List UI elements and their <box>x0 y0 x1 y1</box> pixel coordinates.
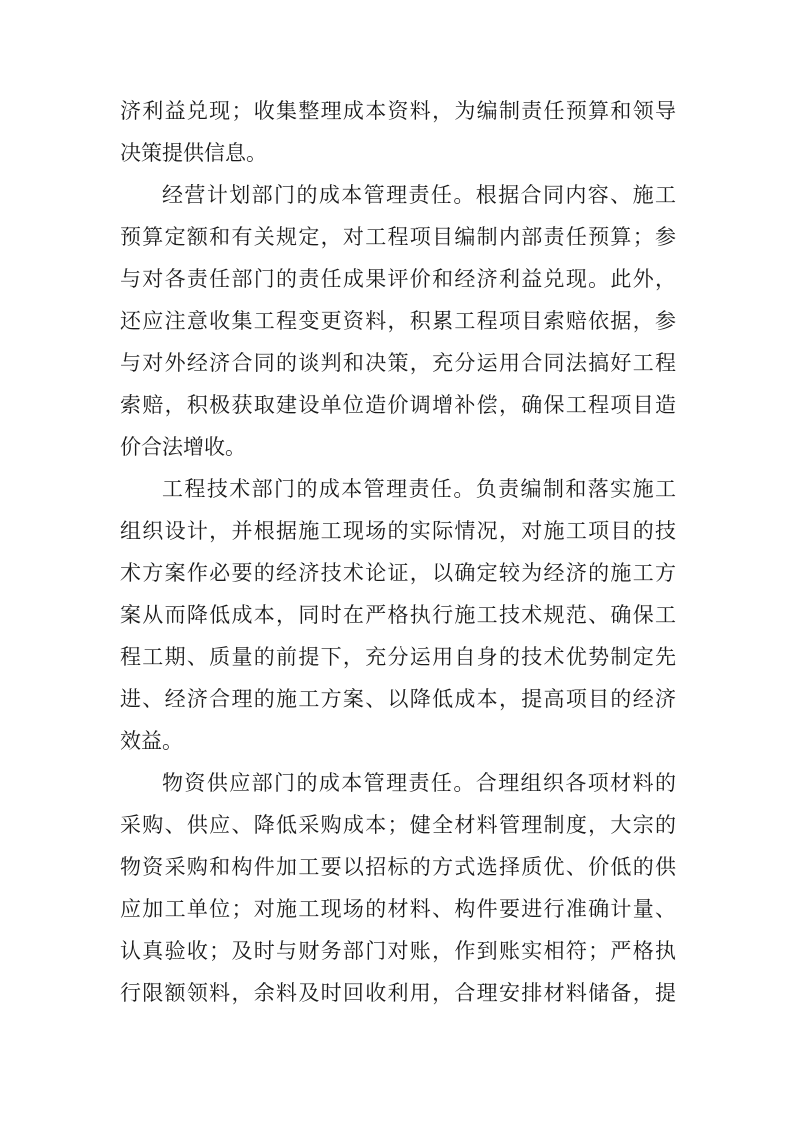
text-line: 济利益兑现；收集整理成本资料，为编制责任预算和领导 <box>120 99 676 123</box>
text-line: 程工期、质量的前提下，充分运用自身的技术优势制定先 <box>120 645 676 669</box>
text-line: 采购、供应、降低采购成本；健全材料管理制度，大宗的 <box>120 813 676 837</box>
text-line: 还应注意收集工程变更资料，积累工程项目索赔依据，参 <box>120 309 676 333</box>
text-line: 认真验收；及时与财务部门对账，作到账实相符；严格执 <box>120 939 676 963</box>
paragraph-first-line: 经营计划部门的成本管理责任。根据合同内容、施工 <box>162 183 676 207</box>
text-line: 价合法增收。 <box>120 435 246 459</box>
text-line: 进、经济合理的施工方案、以降低成本，提高项目的经济 <box>120 687 676 711</box>
text-line: 案从而降低成本，同时在严格执行施工技术规范、确保工 <box>120 603 676 627</box>
text-line: 效益。 <box>120 729 183 753</box>
text-line: 行限额领料，余料及时回收利用，合理安排材料储备，提 <box>120 981 676 1005</box>
paragraph-first-line: 物资供应部门的成本管理责任。合理组织各项材料的 <box>162 771 676 795</box>
paragraph-first-line: 工程技术部门的成本管理责任。负责编制和落实施工 <box>162 477 676 501</box>
text-line: 术方案作必要的经济技术论证，以确定较为经济的施工方 <box>120 561 676 585</box>
text-line: 应加工单位；对施工现场的材料、构件要进行准确计量、 <box>120 897 676 921</box>
text-line: 组织设计，并根据施工现场的实际情况，对施工项目的技 <box>120 519 676 543</box>
text-line: 与对各责任部门的责任成果评价和经济利益兑现。此外， <box>120 267 676 291</box>
text-line: 物资采购和构件加工要以招标的方式选择质优、价低的供 <box>120 855 676 879</box>
text-line: 决策提供信息。 <box>120 141 267 165</box>
text-line: 与对外经济合同的谈判和决策，充分运用合同法搞好工程 <box>120 351 676 375</box>
text-line: 预算定额和有关规定，对工程项目编制内部责任预算；参 <box>120 225 676 249</box>
text-line: 索赔，积极获取建设单位造价调增补偿，确保工程项目造 <box>120 393 676 417</box>
